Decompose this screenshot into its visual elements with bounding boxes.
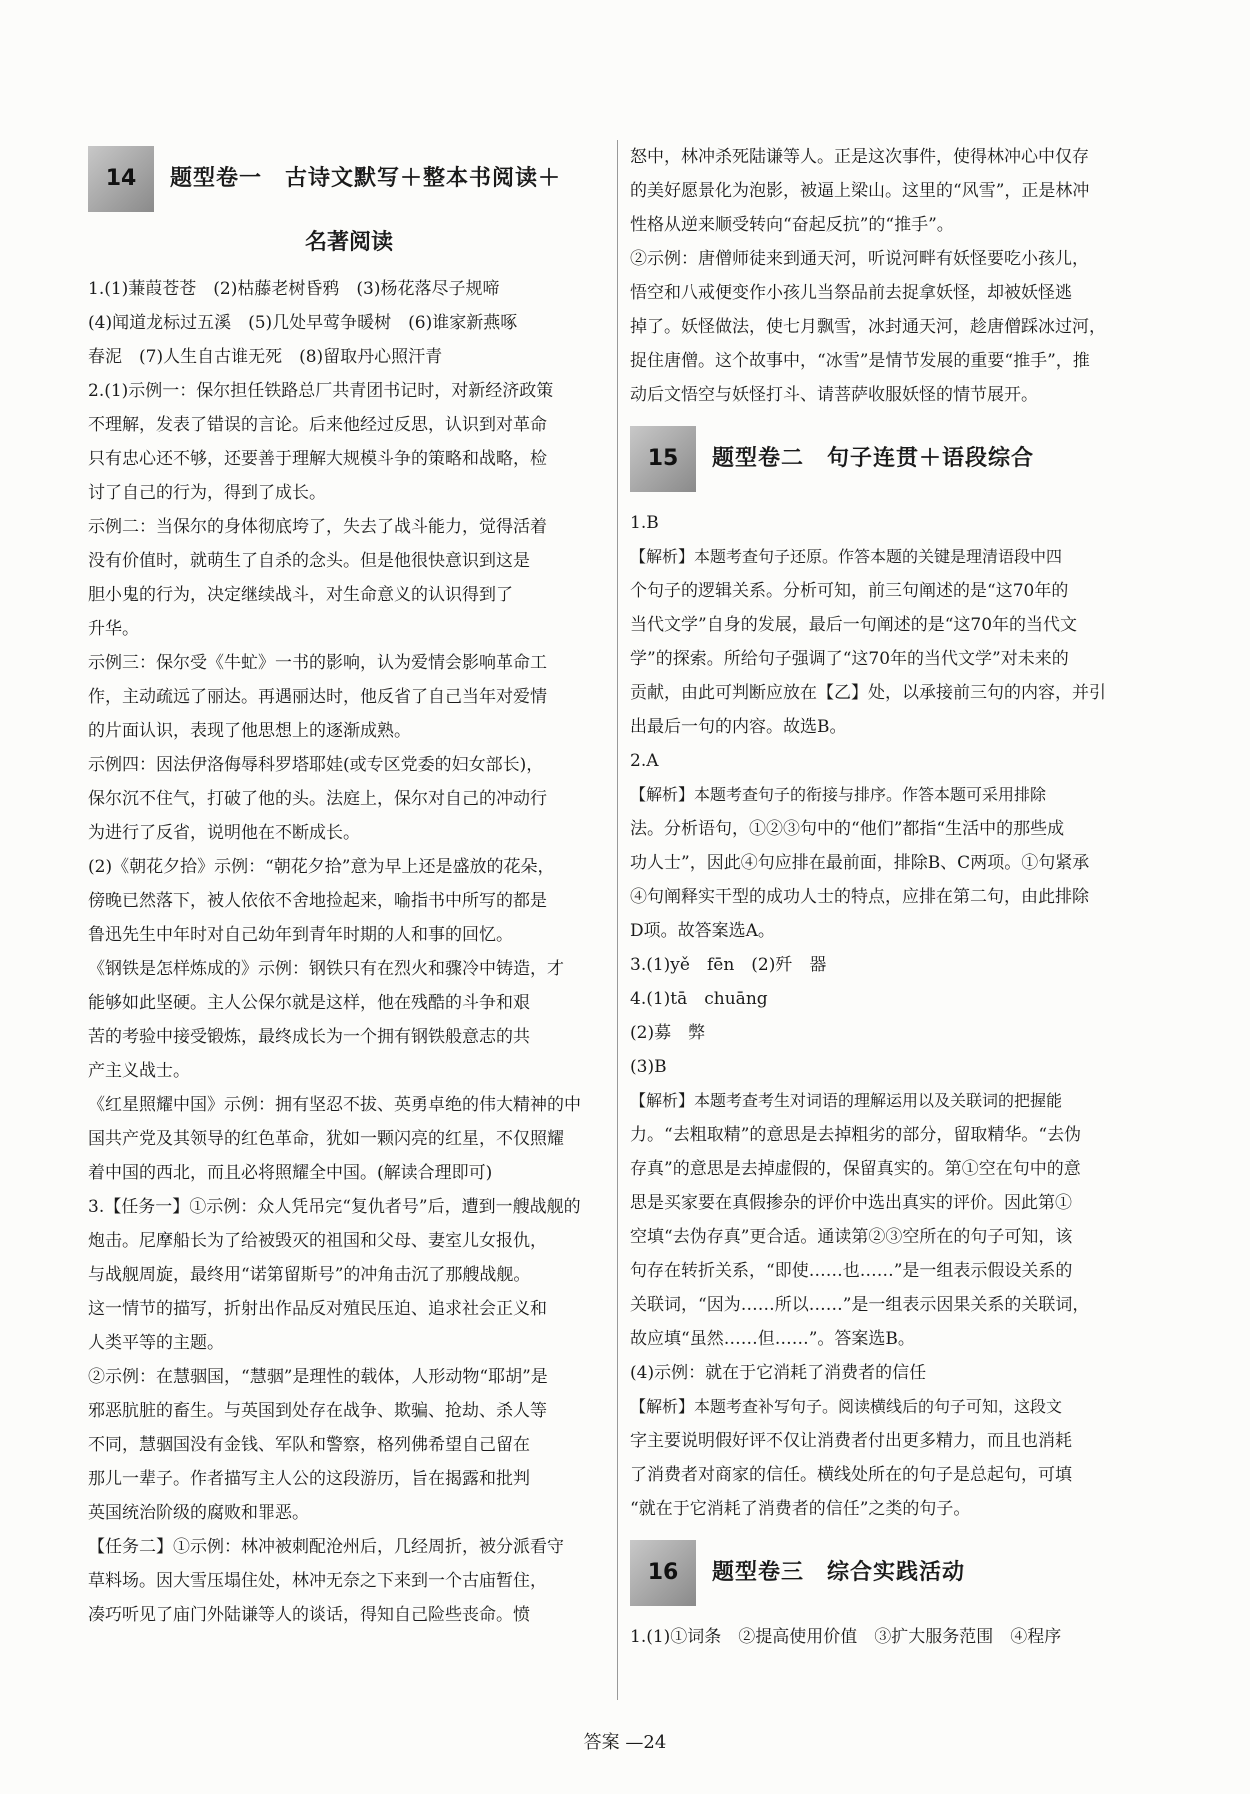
- text-line: 傍晚已然落下，被人依依不舍地捡起来，喻指书中所写的都是: [88, 891, 547, 911]
- section-title-continued: 名著阅读: [304, 230, 393, 255]
- text-line: D项。故答案选A。: [630, 921, 775, 941]
- text-line: 悟空和八戒便变作小孩儿当祭品前去捉拿妖怪，却被妖怪逃: [630, 283, 1072, 303]
- text-line: 学”的探索。所给句子强调了“这70年的当代文学”对未来的: [630, 649, 1069, 669]
- text-line: 力。“去粗取精”的意思是去掉粗劣的部分，留取精华。“去伪: [630, 1125, 1082, 1145]
- text-line: (3)B: [630, 1057, 667, 1077]
- text-line: 示例三：保尔受《牛虻》一书的影响，认为爱情会影响革命工: [88, 653, 547, 673]
- section-title: 题型卷二 句子连贯＋语段综合: [712, 446, 1035, 471]
- text-line: (4)示例：就在于它消耗了消费者的信任: [630, 1363, 927, 1383]
- left-column: [88, 140, 610, 1632]
- text-line: 炮击。尼摩船长为了给被毁灭的祖国和父母、妻室儿女报仇，: [88, 1231, 547, 1251]
- text-line: 为进行了反省，说明他在不断成长。: [88, 823, 360, 843]
- text-line: 怒中，林冲杀死陆谦等人。正是这次事件，使得林冲心中仅存: [630, 147, 1089, 167]
- page-footer: 答案 —24: [583, 1732, 667, 1753]
- text-line: 草料场。因大雪压塌住处，林冲无奈之下来到一个古庙暂住，: [88, 1571, 547, 1591]
- text-line: 与战舰周旋，最终用“诺第留斯号”的冲角击沉了那艘战舰。: [88, 1265, 531, 1285]
- text-line: 人类平等的主题。: [88, 1333, 224, 1353]
- text-line: 能够如此坚硬。主人公保尔就是这样，他在残酷的斗争和艰: [88, 993, 530, 1013]
- text-line: 4.(1)tā chuāng: [630, 989, 768, 1009]
- text-line: 鲁迅先生中年时对自己幼年到青年时期的人和事的回忆。: [88, 925, 513, 945]
- text-line: 法。分析语句，①②③句中的“他们”都指“生活中的那些成: [630, 819, 1065, 839]
- section-14-header: [88, 146, 610, 212]
- text-line: ④句阐释实干型的成功人士的特点，应排在第二句，由此排除: [630, 887, 1089, 907]
- text-line: 出最后一句的内容。故选B。: [630, 717, 847, 737]
- left-text-lines: [88, 272, 610, 1632]
- text-line: 春泥 (7)人生自古谁无死 (8)留取丹心照汗青: [88, 347, 443, 367]
- text-line: 思是买家要在真假掺杂的评价中选出真实的评价。因此第①: [630, 1193, 1072, 1213]
- text-line: 个句子的逻辑关系。分析可知，前三句阐述的是“这70年的: [630, 581, 1069, 601]
- text-line: 不理解，发表了错误的言论。后来他经过反思，认识到对革命: [88, 415, 547, 435]
- text-line: 胆小鬼的行为，决定继续战斗，对生命意义的认识得到了: [88, 585, 513, 605]
- text-line: 贡献，由此可判断应放在【乙】处，以承接前三句的内容，并引: [630, 683, 1106, 703]
- text-line: 只有忠心还不够，还要善于理解大规模斗争的策略和战略，检: [88, 449, 547, 469]
- text-line: 【解析】本题考查句子还原。作答本题的关键是理清语段中四: [630, 547, 1063, 566]
- text-line: 掉了。妖怪做法，使七月飘雪，冰封通天河，趁唐僧踩冰过河，: [630, 317, 1106, 337]
- text-line: 的片面认识，表现了他思想上的逐渐成熟。: [88, 721, 411, 741]
- text-line: 保尔沉不住气，打破了他的头。法庭上，保尔对自己的冲动行: [88, 789, 547, 809]
- section-16-header: [630, 1540, 1164, 1606]
- text-line: 3.(1)yě fēn (2)歼 器: [630, 955, 827, 975]
- section-number-badge: 15: [630, 426, 696, 492]
- text-line: 性格从逆来顺受转向“奋起反抗”的“推手”。: [630, 215, 954, 235]
- text-line: 着中国的西北，而且必将照耀全中国。(解读合理即可): [88, 1163, 493, 1183]
- text-line: (4)闻道龙标过五溪 (5)几处早莺争暖树 (6)谁家新燕啄: [88, 313, 518, 333]
- right-text-lines-mid: [630, 506, 1164, 1526]
- text-line: 英国统治阶级的腐败和罪恶。: [88, 1503, 309, 1523]
- text-line: 示例四：因法伊洛侮辱科罗塔耶娃(或专区党委的妇女部长)，: [88, 755, 544, 775]
- text-line: 《红星照耀中国》示例：拥有坚忍不拔、英勇卓绝的伟大精神的中: [88, 1095, 581, 1115]
- text-line: 3.【任务一】①示例：众人凭吊完“复仇者号”后，遭到一艘战舰的: [88, 1197, 581, 1217]
- text-line: 凑巧听见了庙门外陆谦等人的谈话，得知自己险些丧命。愤: [88, 1605, 530, 1625]
- text-line: 当代文学”自身的发展，最后一句阐述的是“这70年的当代文: [630, 615, 1078, 635]
- text-line: 邪恶肮脏的畜生。与英国到处存在战争、欺骗、抢劫、杀人等: [88, 1401, 547, 1421]
- text-line: 存真”的意思是去掉虚假的，保留真实的。第①空在句中的意: [630, 1159, 1081, 1179]
- text-line: 产主义战士。: [88, 1061, 190, 1081]
- section-number-badge: 16: [630, 1540, 696, 1606]
- text-line: “就在于它消耗了消费者的信任”之类的句子。: [630, 1499, 971, 1519]
- right-column: [630, 140, 1164, 1654]
- text-line: 2.(1)示例一：保尔担任铁路总厂共青团书记时，对新经济政策: [88, 381, 554, 401]
- text-line: 没有价值时，就萌生了自杀的念头。但是他很快意识到这是: [88, 551, 530, 571]
- text-line: 了消费者对商家的信任。横线处所在的句子是总起句，可填: [630, 1465, 1072, 1485]
- text-line: 2.A: [630, 751, 659, 771]
- text-line: 1.(1)①词条 ②提高使用价值 ③扩大服务范围 ④程序: [630, 1627, 1062, 1647]
- text-line: 1.(1)蒹葭苍苍 (2)枯藤老树昏鸦 (3)杨花落尽子规啼: [88, 279, 500, 299]
- text-line: ②示例：在慧骃国，“慧骃”是理性的载体，人形动物“耶胡”是: [88, 1367, 548, 1387]
- text-line: 讨了自己的行为，得到了成长。: [88, 483, 326, 503]
- text-line: 【解析】本题考查句子的衔接与排序。作答本题可采用排除: [630, 785, 1047, 804]
- text-line: 捉住唐僧。这个故事中，“冰雪”是情节发展的重要“推手”，推: [630, 351, 1090, 371]
- text-line: 关联词，“因为……所以……”是一组表示因果关系的关联词，: [630, 1295, 1090, 1315]
- section-number-badge: 14: [88, 146, 154, 212]
- text-line: 动后文悟空与妖怪打斗、请菩萨收服妖怪的情节展开。: [630, 385, 1038, 405]
- right-text-lines-bottom: [630, 1620, 1164, 1654]
- column-divider: [617, 140, 618, 1700]
- text-line: 《钢铁是怎样炼成的》示例：钢铁只有在烈火和骤冷中铸造，才: [88, 959, 564, 979]
- section-15-header: [630, 426, 1164, 492]
- text-line: 国共产党及其领导的红色革命，犹如一颗闪亮的红星，不仅照耀: [88, 1129, 564, 1149]
- text-line: 不同，慧骃国没有金钱、军队和警察，格列佛希望自己留在: [88, 1435, 530, 1455]
- text-line: (2)《朝花夕拾》示例：“朝花夕拾”意为早上还是盛放的花朵，: [88, 857, 555, 877]
- text-line: 【任务二】①示例：林冲被刺配沧州后，几经周折，被分派看守: [88, 1537, 564, 1557]
- text-line: (2)募 弊: [630, 1023, 706, 1043]
- text-line: 功人士”，因此④句应排在最前面，排除B、C两项。①句紧承: [630, 853, 1090, 873]
- text-line: 1.B: [630, 513, 659, 533]
- section-title: 题型卷三 综合实践活动: [712, 1560, 966, 1585]
- text-line: 苦的考验中接受锻炼，最终成长为一个拥有钢铁般意志的共: [88, 1027, 530, 1047]
- section-title: 题型卷一 古诗文默写＋整本书阅读＋: [170, 166, 562, 191]
- text-line: 示例二：当保尔的身体彻底垮了，失去了战斗能力，觉得活着: [88, 517, 547, 537]
- text-line: 这一情节的描写，折射出作品反对殖民压迫、追求社会正义和: [88, 1299, 547, 1319]
- text-line: 空填“去伪存真”更合适。通读第②③空所在的句子可知，该: [630, 1227, 1073, 1247]
- text-line: 【解析】本题考查补写句子。阅读横线后的句子可知，这段文: [630, 1397, 1063, 1416]
- text-line: ②示例：唐僧师徒来到通天河，听说河畔有妖怪要吃小孩儿，: [630, 249, 1089, 269]
- text-line: 升华。: [88, 619, 139, 639]
- text-line: 的美好愿景化为泡影，被逼上梁山。这里的“风雪”，正是林冲: [630, 181, 1090, 201]
- text-line: 【解析】本题考查考生对词语的理解运用以及关联词的把握能: [630, 1091, 1063, 1110]
- text-line: 句存在转折关系，“即使……也……”是一组表示假设关系的: [630, 1261, 1073, 1281]
- text-line: 故应填“虽然……但……”。答案选B。: [630, 1329, 915, 1349]
- right-text-lines-top: [630, 140, 1164, 412]
- text-line: 字主要说明假好评不仅让消费者付出更多精力，而且也消耗: [630, 1431, 1072, 1451]
- text-line: 作，主动疏远了丽达。再遇丽达时，他反省了自己当年对爱情: [88, 687, 547, 707]
- text-line: 那儿一辈子。作者描写主人公的这段游历，旨在揭露和批判: [88, 1469, 530, 1489]
